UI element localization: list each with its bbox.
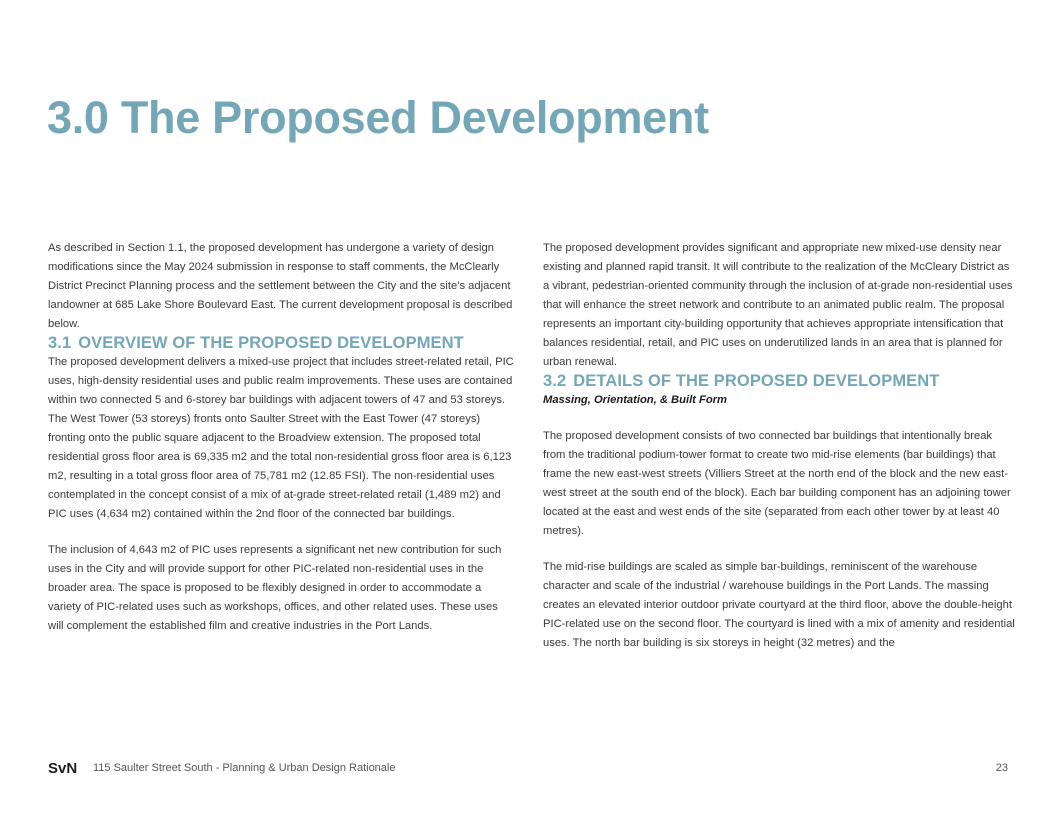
section-heading-3-2	[543, 372, 1015, 391]
section-number: 3.2	[543, 372, 567, 390]
overview-paragraph-1: The proposed development delivers a mixed-use project that includes street-related retail, PIC uses, high-density residential uses and public realm improvements. These uses are contained within two connected 5 and 6-storey bar buildings with adjacent towers of 47 and 53 storeys. The West Tower (53 storeys) fronts onto Saulter Street with the East Tower (47 storeys) fronting onto the public square adjacent to the Broadview extension. The proposed total residential gross floor area is 69,335 m2 and the total non-residential gross floor area is 6,123 m2, resulting in a total gross floor area of 75,781 m2 (12.85 FSI). The non-residential uses contemplated in the concept consist of a mix of at-grade street-related retail (1,489 m2) and PIC uses (4,634 m2) contained within the 2nd floor of the connected bar buildings.	[48, 356, 514, 520]
subheading: Massing, Orientation, & Built Form	[543, 394, 727, 406]
page-title: 3.0 The Proposed Development	[47, 92, 709, 143]
overview-paragraph-2: The inclusion of 4,643 m2 of PIC uses represents a significant net new contribution for such uses in the City and will provide support for other PIC-related non-residential uses in the broader area. The space is proposed to be flexibly designed in order to accommodate a variety of PIC-related uses such as workshops, offices, and other related uses. These uses will complement the established film and creative industries in the Port Lands.	[48, 544, 502, 632]
section-title: DETAILS OF THE PROPOSED DEVELOPMENT	[573, 372, 940, 390]
intro-paragraph: As described in Section 1.1, the proposed development has undergone a variety of design modifications since the May 2024 submission in response to staff comments, the McClearly District Precinct Planning process and the settlement between the City and the site’s adjacent landowner at 685 Lake Shore Boulevard East. The current development proposal is described below.	[48, 242, 513, 330]
page-number: 23	[995, 762, 1008, 774]
details-paragraph-2: The mid-rise buildings are scaled as simple bar-buildings, reminiscent of the warehouse character and scale of the industrial / warehouse buildings in the Port Lands. The massing creates an elevated interior outdoor private courtyard at the third floor, above the double-height PIC-related use on the second floor. The courtyard is lined with a mix of amenity and residential uses. The north bar building is six storeys in height (32 metres) and the	[543, 561, 1015, 649]
intro-paragraph: The proposed development provides significant and appropriate new mixed-use density near existing and planned rapid transit. It will contribute to the realization of the McCleary District as a vibrant, pedestrian-oriented community through the inclusion of at-grade non-residential uses that will enhance the street network and contribute to an animated public realm. The proposal represents an important city-building opportunity that achieves appropriate intensification that balances residential, retail, and PIC uses on underutilized lands in an area that is planned for urban renewal.	[543, 242, 1013, 368]
section-heading-3-1	[48, 334, 516, 353]
section-title: OVERVIEW OF THE PROPOSED DEVELOPMENT	[78, 334, 464, 352]
right-column	[543, 239, 1015, 653]
svn-logo: SvN	[48, 760, 78, 777]
footer-document-title: 115 Saulter Street South - Planning & Urban Design Rationale	[93, 762, 396, 774]
section-number: 3.1	[48, 334, 72, 352]
left-column	[48, 239, 516, 636]
page-footer	[48, 760, 1008, 780]
details-paragraph-1: The proposed development consists of two connected bar buildings that intentionally break from the traditional podium-tower format to create two mid-rise elements (bar buildings) that frame the new east-west streets (Villiers Street at the north end of the block and the new east-west street at the south end of the block). Each bar building component has an adjoining tower located at the east and west ends of the site (separated from each other tower by at least 40 metres).	[543, 430, 1011, 537]
